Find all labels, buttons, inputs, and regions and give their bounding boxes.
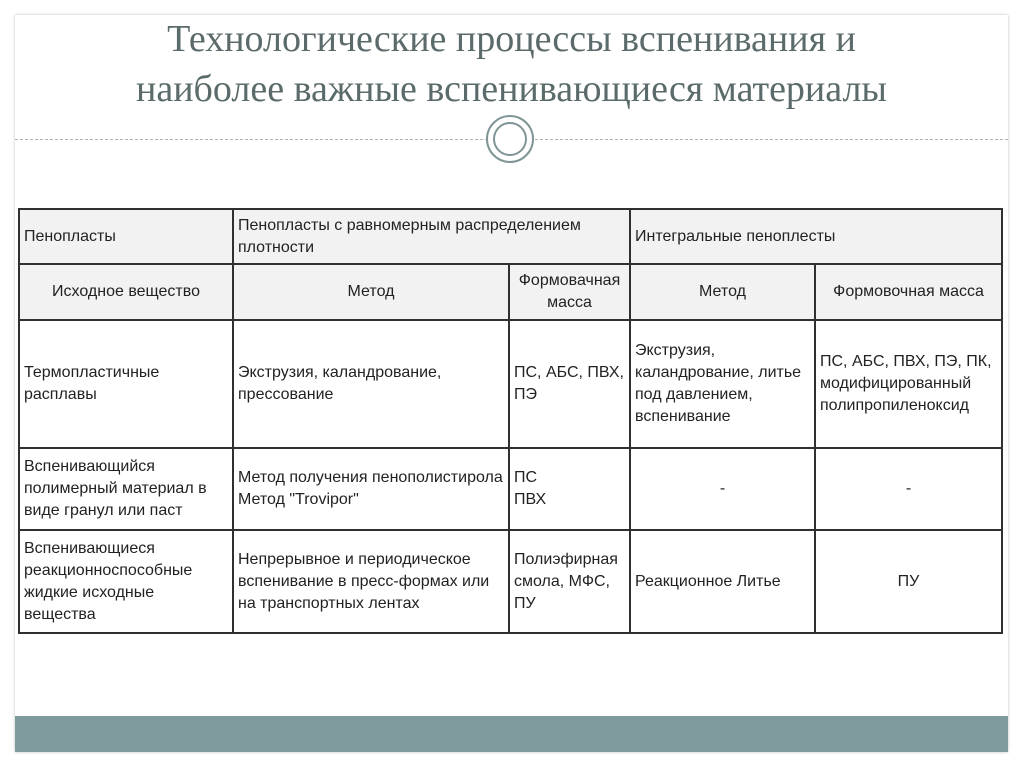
cell-molding-mass (509, 448, 630, 530)
header-foams: Пенопласты (19, 209, 233, 264)
cell-integral-method: Реакционное Литье (630, 530, 815, 633)
cell-integral-molding-mass: ПС, АБС, ПВХ, ПЭ, ПК, модифицированный полипропиленоксид (815, 320, 1002, 448)
cell-method: Непрерывное и периодическое вспенивание в пресс-формах или на транспортных лентах (233, 530, 509, 633)
footer-bar (15, 716, 1008, 752)
col-header-method: Метод (233, 264, 509, 320)
col-header-integral-method: Метод (630, 264, 815, 320)
header-uniform-density-foams: Пенопласты с равномерным распределением плотности (233, 209, 630, 264)
col-header-source-material: Исходное вещество (19, 264, 233, 320)
table-column-header-row (19, 264, 1002, 320)
cell-molding-mass-line: ПВХ (514, 491, 547, 508)
slide-title-line1: Технологические процессы вспенивания и (167, 18, 856, 60)
cell-integral-molding-mass: ПУ (815, 530, 1002, 633)
materials-table (18, 208, 1003, 634)
table-group-header-row (19, 209, 1002, 264)
cell-molding-mass-line: ПС (514, 469, 538, 486)
header-integral-foams: Интегральные пеноплесты (630, 209, 1002, 264)
col-header-integral-molding-mass: Формовочная масса (815, 264, 1002, 320)
double-ring-icon (486, 115, 534, 163)
table-row (19, 320, 1002, 448)
cell-integral-method: - (630, 448, 815, 530)
cell-source-material: Вспенивающийся полимерный материал в виде гранул или паст (19, 448, 233, 530)
cell-method-line: Метод "Trovipor" (238, 491, 359, 508)
cell-source-material: Вспенивающиеся реакционноспособные жидкие исходные вещества (19, 530, 233, 633)
table-row (19, 530, 1002, 633)
materials-table-wrap (18, 208, 1001, 632)
cell-integral-method: Экструзия, каландрование, литье под давлением, вспенивание (630, 320, 815, 448)
slide-title-line2: наиболее важные вспенивающиеся материалы (136, 68, 887, 110)
slide-title (15, 14, 1008, 114)
cell-method (233, 448, 509, 530)
cell-molding-mass: ПС, АБС, ПВХ, ПЭ (509, 320, 630, 448)
cell-molding-mass: Полиэфирная смола, МФС, ПУ (509, 530, 630, 633)
cell-method: Экструзия, каландрование, прессование (233, 320, 509, 448)
cell-integral-molding-mass: - (815, 448, 1002, 530)
table-row (19, 448, 1002, 530)
col-header-molding-mass: Формовачная масса (509, 264, 630, 320)
cell-method-line: Метод получения пенополистирола (238, 469, 503, 486)
cell-source-material: Термопластичные расплавы (19, 320, 233, 448)
